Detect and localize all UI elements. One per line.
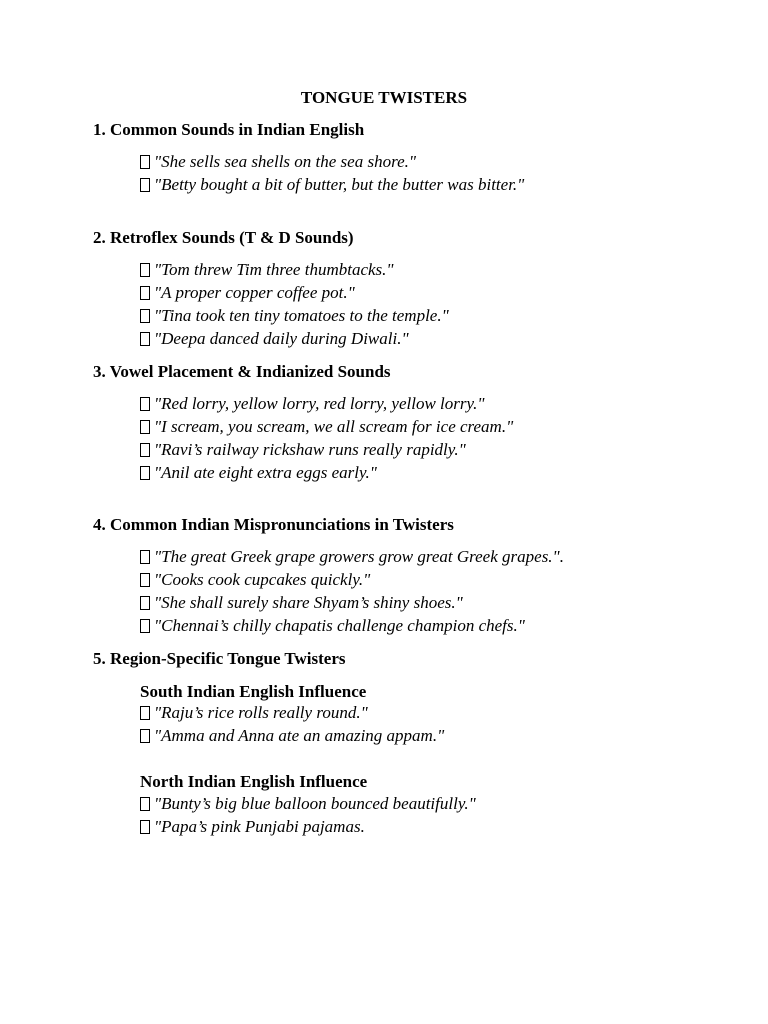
list-item [140,792,476,815]
missing-glyph-bullet-icon [140,420,150,434]
missing-glyph-bullet-icon [140,550,150,564]
list-item [140,327,449,350]
missing-glyph-bullet-icon [140,178,150,192]
tongue-twister-text: "Papa’s pink Punjabi pajamas. [154,817,365,836]
subsection-heading-south-indian: South Indian English Influence [140,682,367,701]
tongue-twister-text: "Red lorry, yellow lorry, red lorry, yellow lorry." [154,394,485,413]
subsection-list-north-indian [140,792,476,838]
list-item [140,392,513,415]
missing-glyph-bullet-icon [140,443,150,457]
section-list-common-sounds [140,150,524,196]
tongue-twister-text: "Chennai’s chilly chapatis challenge champion chefs." [154,616,525,635]
section-heading-mispronunciations: 4. Common Indian Mispronunciations in Twisters [93,515,454,534]
tongue-twister-text: "I scream, you scream, we all scream for ice cream." [154,417,514,436]
list-item [140,304,449,327]
tongue-twister-text: "Raju’s rice rolls really round." [154,703,368,722]
section-heading-retroflex-sounds: 2. Retroflex Sounds (T & D Sounds) [93,228,354,247]
tongue-twister-text: "The great Greek grape growers grow great Greek grapes.". [154,547,564,566]
missing-glyph-bullet-icon [140,286,150,300]
list-item [140,614,564,637]
missing-glyph-bullet-icon [140,706,150,720]
missing-glyph-bullet-icon [140,397,150,411]
list-item [140,701,444,724]
tongue-twister-text: "Tom threw Tim three thumbtacks." [154,260,394,279]
missing-glyph-bullet-icon [140,466,150,480]
missing-glyph-bullet-icon [140,596,150,610]
missing-glyph-bullet-icon [140,309,150,323]
list-item [140,258,449,281]
list-item [140,568,564,591]
list-item [140,591,564,614]
missing-glyph-bullet-icon [140,729,150,743]
tongue-twister-text: "Cooks cook cupcakes quickly." [154,570,371,589]
subsection-list-south-indian [140,701,444,747]
section-heading-common-sounds: 1. Common Sounds in Indian English [93,120,365,139]
missing-glyph-bullet-icon [140,797,150,811]
missing-glyph-bullet-icon [140,263,150,277]
tongue-twister-text: "Betty bought a bit of butter, but the butter was bitter." [154,175,525,194]
tongue-twister-text: "Tina took ten tiny tomatoes to the temple." [154,306,449,325]
section-list-retroflex-sounds [140,258,449,350]
list-item [140,150,524,173]
tongue-twister-text: "Anil ate eight extra eggs early." [154,463,377,482]
section-list-vowel-placement [140,392,513,484]
list-item [140,281,449,304]
missing-glyph-bullet-icon [140,820,150,834]
tongue-twister-text: "She sells sea shells on the sea shore." [154,152,417,171]
tongue-twister-text: "A proper copper coffee pot." [154,283,355,302]
tongue-twister-text: "Ravi’s railway rickshaw runs really rapidly." [154,440,466,459]
tongue-twister-text: "Bunty’s big blue balloon bounced beautifully." [154,794,476,813]
list-item [140,173,524,196]
list-item [140,724,444,747]
missing-glyph-bullet-icon [140,573,150,587]
section-list-mispronunciations [140,545,564,637]
list-item [140,815,476,838]
section-heading-vowel-placement: 3. Vowel Placement & Indianized Sounds [93,362,391,381]
list-item [140,415,513,438]
missing-glyph-bullet-icon [140,155,150,169]
subsection-heading-north-indian: North Indian English Influence [140,772,368,791]
tongue-twister-text: "She shall surely share Shyam’s shiny shoes." [154,593,463,612]
document-title: TONGUE TWISTERS [300,88,468,107]
tongue-twister-text: "Amma and Anna ate an amazing appam." [154,726,445,745]
section-heading-region-specific: 5. Region-Specific Tongue Twisters [93,649,346,668]
list-item [140,461,513,484]
list-item [140,438,513,461]
missing-glyph-bullet-icon [140,332,150,346]
tongue-twister-text: "Deepa danced daily during Diwali." [154,329,409,348]
list-item [140,545,564,568]
missing-glyph-bullet-icon [140,619,150,633]
